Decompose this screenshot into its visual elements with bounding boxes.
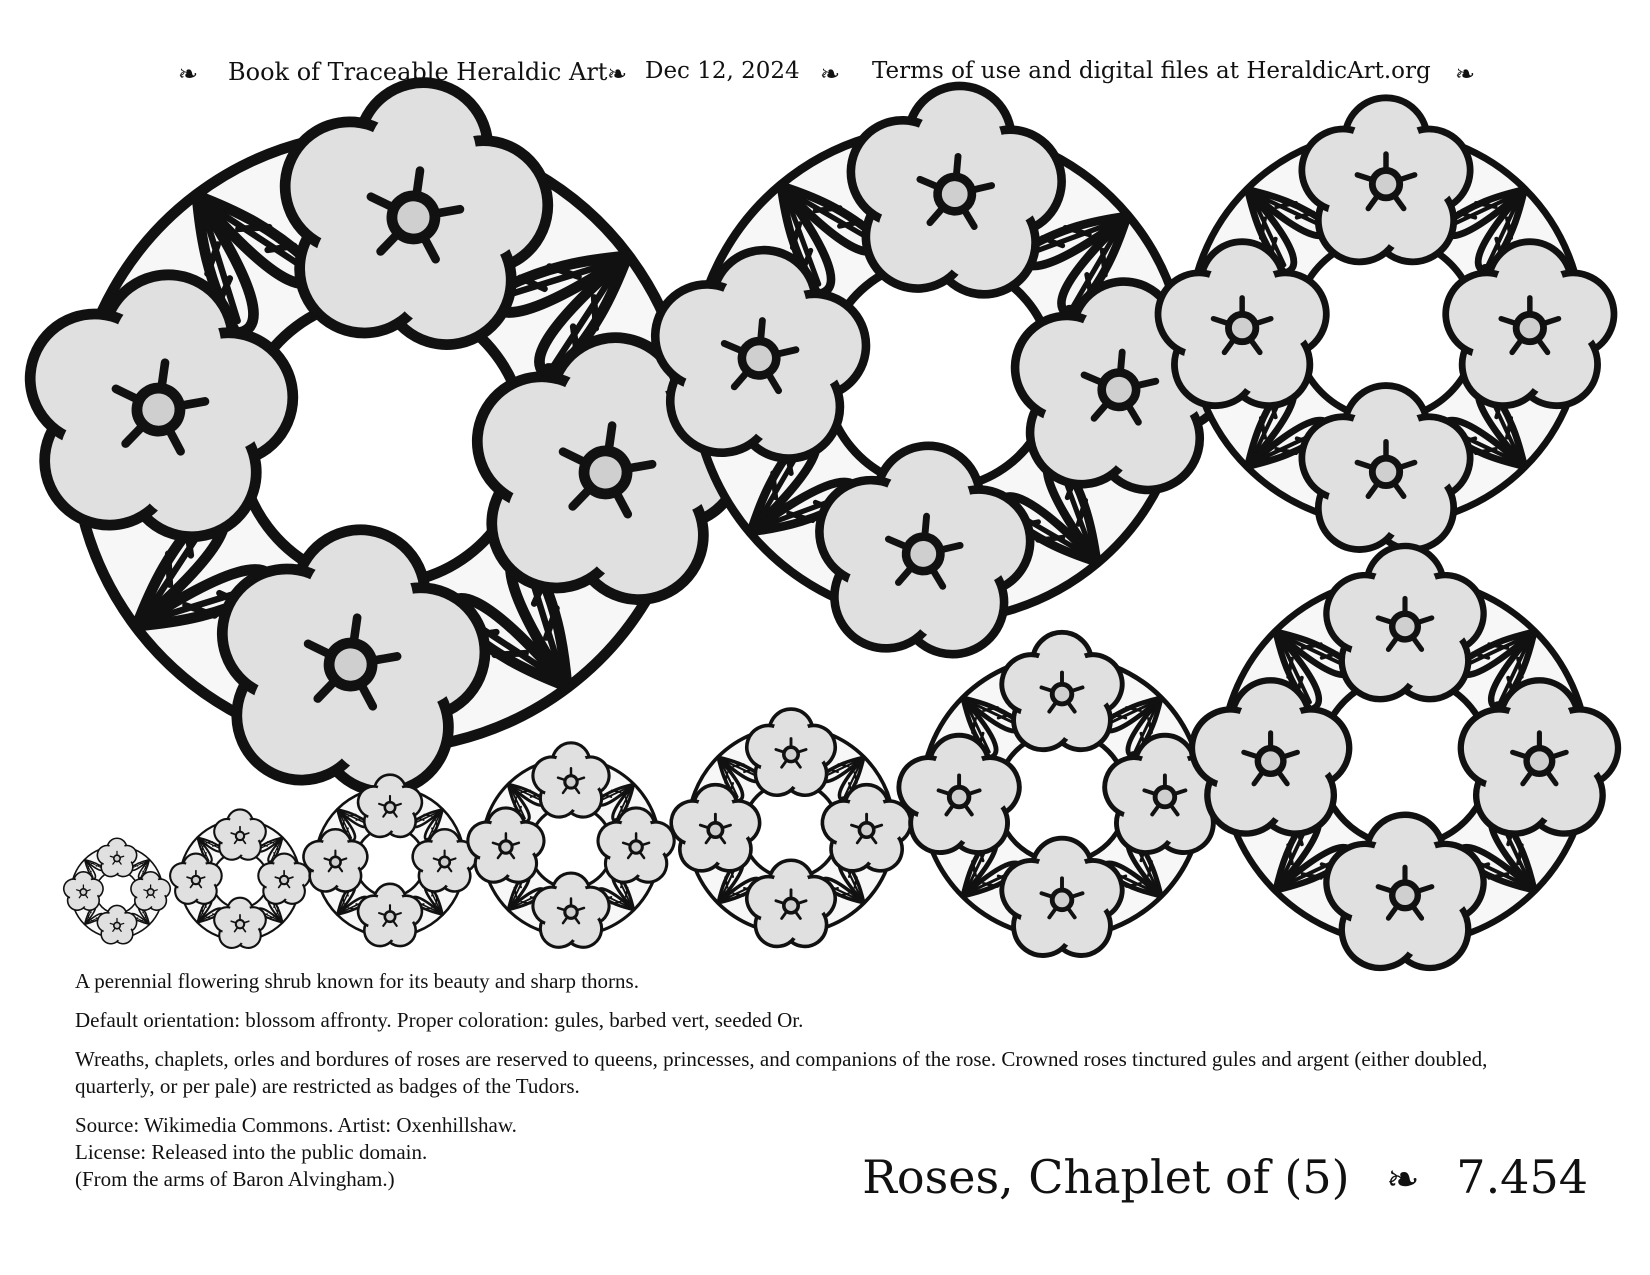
rose-chaplet-size-4 bbox=[463, 743, 679, 955]
provenance-note: (From the arms of Baron Alvingham.) bbox=[75, 1167, 395, 1191]
fleuron-ornament-icon: ❧ bbox=[178, 60, 199, 88]
plate-title bbox=[862, 1150, 1588, 1204]
fleuron-ornament-icon: ❧ bbox=[607, 60, 628, 88]
publication-date: Dec 12, 2024 bbox=[645, 58, 800, 84]
orientation-note: Default orientation: blossom affronty. Proper coloration: gules, barbed vert, seeded Or. bbox=[75, 1008, 804, 1032]
license-note: License: Released into the public domain. bbox=[75, 1140, 428, 1164]
rose-chaplet-size-2 bbox=[167, 809, 313, 952]
restriction-note: Wreaths, chaplets, orles and bordures of roses are reserved to queens, princesses, and companions of the rose. Crowned roses tinctured gules and argent (either doubled, quarterly, or per pale) are restricted as badges of the Tudors. bbox=[75, 1047, 1488, 1098]
rose-chaplet-size-7 bbox=[1182, 546, 1628, 983]
source-credit: Source: Wikimedia Commons. Artist: Oxenhillshaw. bbox=[75, 1113, 517, 1137]
fleuron-ornament-icon: ❧ bbox=[1455, 60, 1476, 88]
book-title: Book of Traceable Heraldic Art bbox=[228, 58, 608, 86]
description-line: A perennial flowering shrub known for its beauty and sharp thorns. bbox=[75, 969, 639, 993]
rose-chaplet-size-3 bbox=[299, 775, 480, 953]
rose-chaplet-size-1 bbox=[61, 838, 172, 947]
rose-chaplet-top-right bbox=[1147, 98, 1624, 566]
rose-chaplet-size-5 bbox=[666, 709, 917, 955]
fleuron-ornament-icon: ❧ bbox=[1386, 1157, 1420, 1203]
rose-chaplet-large bbox=[0, 31, 803, 863]
rose-chaplet-medium bbox=[615, 60, 1263, 698]
plate-title-text: Roses, Chaplet of (5) bbox=[862, 1150, 1350, 1204]
plate-number: 7.454 bbox=[1456, 1150, 1588, 1204]
terms-of-use-link[interactable]: Terms of use and digital files at HeraldicArt.org bbox=[872, 58, 1431, 84]
rose-chaplet-size-6 bbox=[891, 632, 1232, 967]
fleuron-ornament-icon: ❧ bbox=[820, 60, 841, 88]
